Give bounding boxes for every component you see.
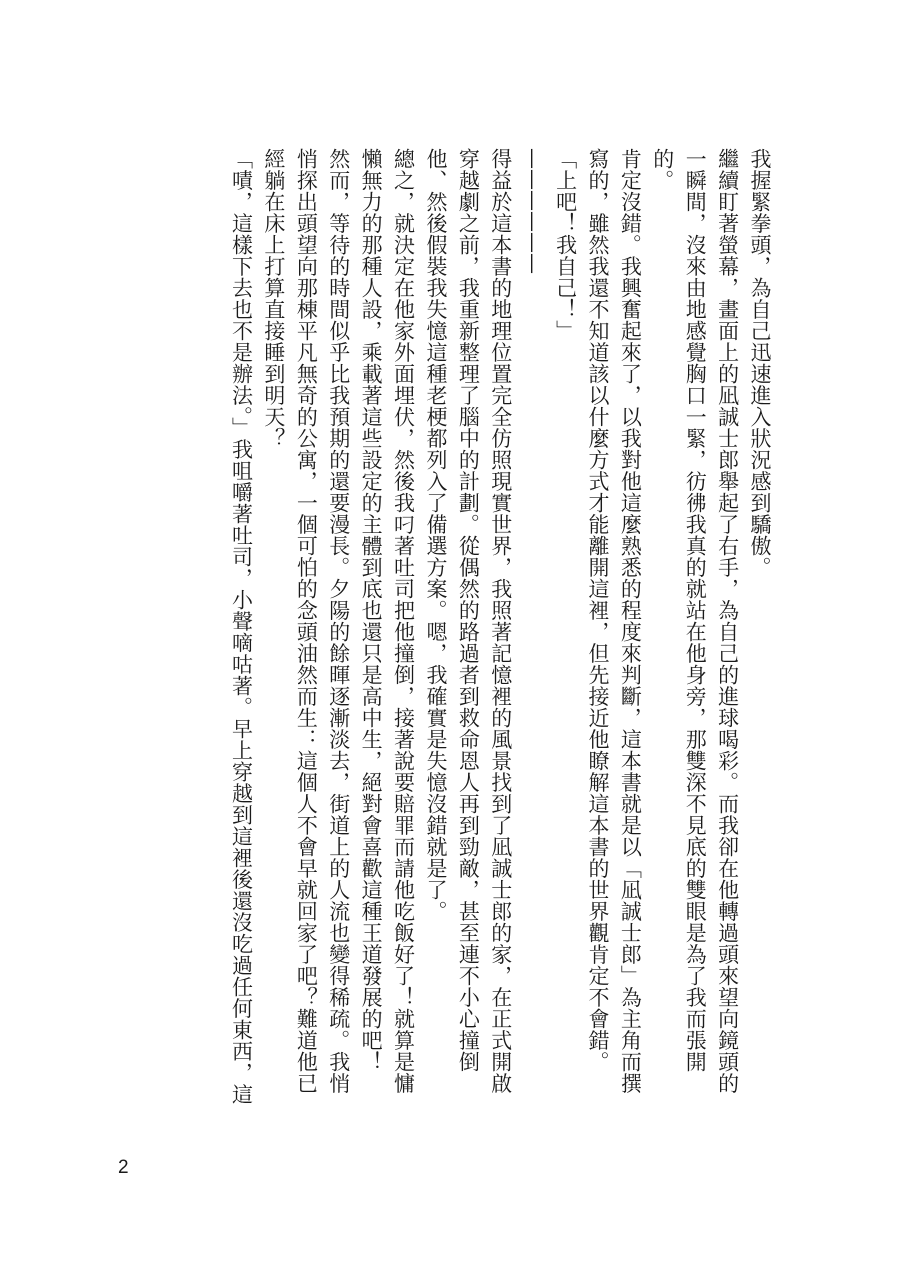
paragraph-3: 肯定沒錯。我興奮起來了，以我對他這麼熟悉的程度來判斷，這本書就是以「凪誠士郎」為主角而撰寫的，雖然我還不知道該以什麼方式才能離開這裡，但先接近他瞭解這本書的世界觀肯定不會錯。	[585, 148, 643, 1094]
paragraph-1: 我握緊拳頭，為自己迅速進入狀況感到驕傲。	[748, 148, 772, 578]
vertical-text-body	[225, 148, 776, 1108]
paragraph-5: 得益於這本書的地理位置完全仿照現實世界，我照著記憶裡的風景找到了凪誠士郎的家，在正式開啟穿越劇之前，我重新整理了腦中的計劃。從偶然的路過者到救命恩人再到勁敵，甚至連不小心撞倒他、然後假裝我失憶這種老梗都列入了備選方案。嗯，我確實是失憶沒錯就是了。	[423, 148, 513, 1094]
scene-break	[517, 148, 549, 1108]
paragraph-6: 總之，就決定在他家外面埋伏，然後我叼著吐司把他撞倒，接著說要賠罪而請他吃飯好了！就算是慵懶無力的那種人設，乘載著這些設定的主體到底也還只是高中生，絕對會喜歡這種王道發展的吧！	[359, 148, 416, 1094]
paragraph-4: 「上吧！我自己！」	[553, 148, 578, 342]
scene-break-text: ——————	[521, 148, 546, 274]
paragraph-7: 然而，等待的時間似乎比我預期的還要漫長。夕陽的餘暉逐漸淡去，街道上的人流也變得稀疏。我悄悄探出頭望向那棟平凡無奇的公寓，一個可怕的念頭油然而生：這個人不會早就回家了吧？難道他已經躺在床上打算直接睡到明天？	[261, 148, 351, 1094]
paragraph-8: 「嘖，這樣下去也不是辦法。」我咀嚼著吐司，小聲嘀咕著。早上穿越到這裡後還沒吃過任何東西，這	[229, 148, 254, 1105]
paragraph-2: 繼續盯著螢幕，畫面上的凪誠士郎舉起了右手，為自己的進球喝彩。而我卻在他轉過頭來望向鏡頭的一瞬間，沒來由地感覺胸口一緊，彷彿我真的就站在他身旁，那雙深不見底的雙眼是為了我而張開的。	[650, 148, 740, 1094]
page-number: 2	[118, 1157, 129, 1178]
